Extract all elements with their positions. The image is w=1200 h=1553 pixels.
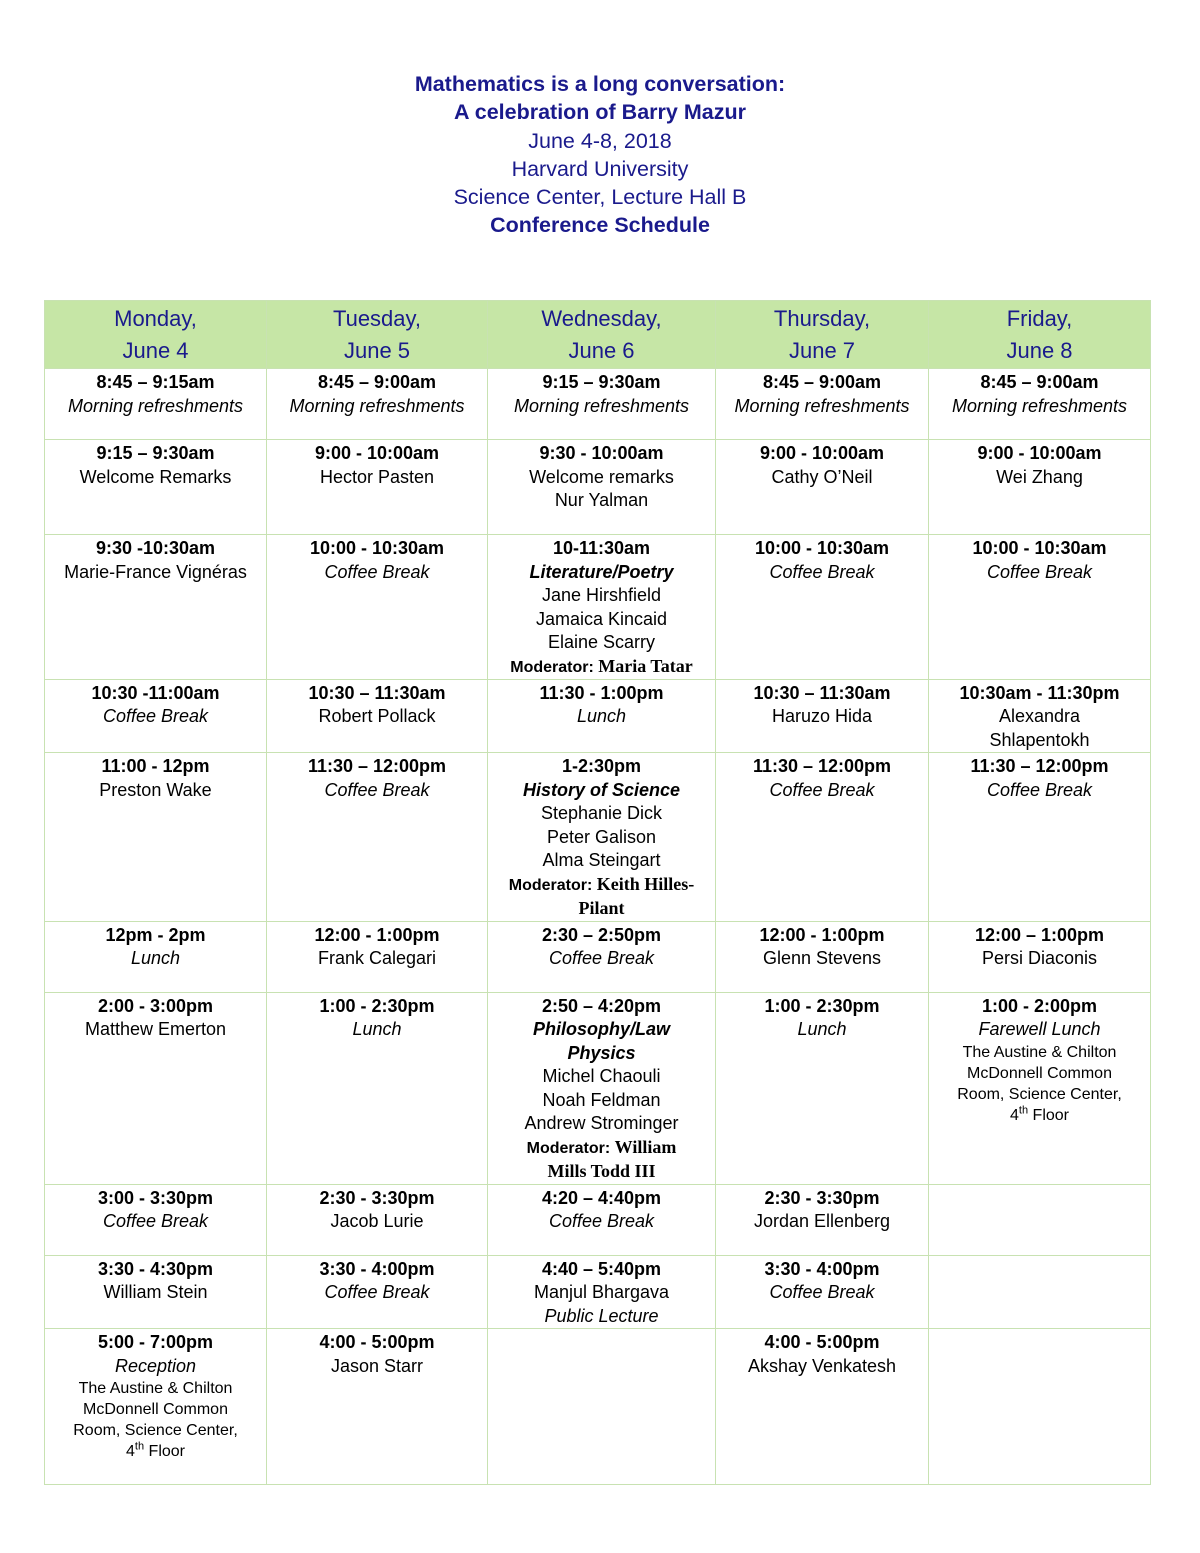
session-time: 3:30 - 4:00pm — [764, 1258, 880, 1279]
session-cell — [929, 535, 1151, 680]
session-time: 4:00 - 5:00pm — [319, 1332, 435, 1352]
session-speaker: Marie-France Vignéras — [64, 561, 247, 582]
session-time: 1:00 - 2:30pm — [764, 995, 880, 1016]
session-cell — [488, 440, 716, 535]
schedule-row — [45, 679, 1151, 753]
day-header-monday: Monday, June 4 — [45, 301, 267, 369]
session-speaker: Welcome remarks — [529, 466, 674, 487]
session-cell — [929, 753, 1151, 922]
conference-institution: Harvard University — [511, 156, 689, 181]
day-header-friday: Friday, June 8 — [929, 301, 1151, 369]
session-time: 4:00 - 5:00pm — [764, 1332, 880, 1352]
panelist: Alma Steingart — [542, 850, 661, 870]
session-time: 4:40 – 5:40pm — [541, 1258, 662, 1279]
session-time: 9:30 - 10:00am — [539, 443, 664, 463]
panel-topic: Physics — [567, 1042, 636, 1063]
session-label: Coffee Break — [548, 948, 655, 968]
session-time: 2:30 – 2:50pm — [541, 924, 662, 945]
session-cell — [45, 1255, 267, 1329]
session-time: 5:00 - 7:00pm — [97, 1332, 214, 1352]
panel-moderator: Moderator: Keith Hilles- Pilant — [508, 873, 695, 918]
session-time: 11:30 – 12:00pm — [970, 756, 1109, 776]
session-label: Coffee Break — [548, 1211, 655, 1231]
session-cell — [45, 1329, 267, 1485]
panelist: Stephanie Dick — [540, 803, 663, 823]
conference-dates: June 4-8, 2018 — [528, 128, 672, 153]
session-speaker: Matthew Emerton — [84, 1019, 227, 1039]
session-time: 10:30 – 11:30am — [308, 682, 446, 703]
venue-line: Room, Science Center, — [957, 1085, 1122, 1103]
session-cell — [45, 369, 267, 440]
session-cell — [45, 921, 267, 992]
session-time: 10:30 – 11:30am — [753, 682, 891, 703]
session-speaker: Preston Wake — [99, 779, 212, 800]
session-speaker: Persi Diaconis — [981, 948, 1098, 968]
session-cell — [716, 679, 929, 753]
session-cell — [929, 440, 1151, 535]
session-time: 12pm - 2pm — [105, 924, 206, 945]
session-speaker: Jason Starr — [330, 1355, 424, 1376]
session-cell — [267, 1329, 488, 1485]
schedule-row — [45, 753, 1151, 922]
session-speaker: Manjul Bhargava — [533, 1282, 670, 1302]
session-cell — [488, 921, 716, 992]
session-label: Coffee Break — [986, 779, 1093, 800]
session-speaker: Glenn Stevens — [762, 948, 882, 968]
session-cell — [267, 921, 488, 992]
session-label: Lunch — [130, 948, 181, 968]
session-cell — [267, 1255, 488, 1329]
session-cell — [488, 369, 716, 440]
session-label: Coffee Break — [102, 1211, 209, 1231]
session-cell — [716, 992, 929, 1184]
session-time: 2:50 – 4:20pm — [541, 995, 662, 1016]
session-time: 3:30 - 4:00pm — [319, 1258, 435, 1279]
session-cell — [267, 535, 488, 680]
day-header-wednesday: Wednesday, June 6 — [488, 301, 716, 369]
session-time: 9:15 – 9:30am — [542, 372, 661, 392]
schedule-heading: Conference Schedule — [490, 213, 710, 238]
session-cell — [45, 1184, 267, 1255]
title-line-1: Mathematics is a long conversation: — [414, 72, 786, 96]
session-time: 8:45 – 9:00am — [980, 372, 1099, 392]
session-label: Coffee Break — [769, 779, 875, 800]
session-speaker: Frank Calegari — [317, 948, 437, 968]
session-speaker: Akshay Venkatesh — [747, 1355, 897, 1376]
schedule-row — [45, 369, 1151, 440]
session-time: 1:00 - 2:30pm — [319, 995, 435, 1016]
session-label: Coffee Break — [324, 561, 430, 582]
venue-line: The Austine & Chilton — [962, 1043, 1117, 1061]
session-label: Coffee Break — [324, 779, 430, 800]
session-cell — [716, 753, 929, 922]
session-cell — [45, 679, 267, 753]
session-cell — [716, 1329, 929, 1485]
session-cell — [716, 369, 929, 440]
session-cell — [267, 753, 488, 922]
session-time: 12:00 - 1:00pm — [314, 924, 440, 945]
session-time: 9:30 -10:30am — [95, 538, 216, 558]
session-cell — [267, 1184, 488, 1255]
session-cell — [929, 1255, 1151, 1329]
session-speaker: Welcome Remarks — [79, 466, 232, 487]
session-cell — [45, 440, 267, 535]
venue-line: Room, Science Center, — [73, 1422, 238, 1439]
session-speaker: Nur Yalman — [554, 490, 649, 510]
session-time: 3:30 - 4:30pm — [97, 1258, 214, 1279]
session-time: 2:00 - 3:00pm — [97, 995, 214, 1016]
session-time: 12:00 – 1:00pm — [974, 924, 1105, 945]
session-time: 10:30 -11:00am — [91, 682, 220, 703]
session-cell — [488, 679, 716, 753]
session-time: 8:45 – 9:00am — [317, 372, 437, 392]
session-cell — [929, 1184, 1151, 1255]
session-time: 11:30 – 12:00pm — [752, 756, 892, 776]
session-cell — [267, 992, 488, 1184]
session-speaker: William Stein — [103, 1282, 208, 1302]
session-label: Coffee Break — [102, 706, 209, 726]
panelist: Peter Galison — [546, 826, 657, 847]
session-label: Morning refreshments — [67, 395, 244, 416]
session-note: Public Lecture — [544, 1305, 659, 1326]
session-label: Farewell Lunch — [978, 1019, 1101, 1039]
schedule-row — [45, 1255, 1151, 1329]
session-cell — [45, 992, 267, 1184]
schedule-row — [45, 535, 1151, 680]
session-label: Lunch — [797, 1019, 847, 1039]
document-header — [0, 70, 1200, 240]
session-speaker: Alexandra — [998, 706, 1081, 726]
schedule-table — [44, 300, 1151, 1485]
session-cell — [45, 535, 267, 680]
session-cell — [488, 992, 716, 1184]
session-cell — [267, 440, 488, 535]
day-header-tuesday: Tuesday, June 5 — [267, 301, 488, 369]
panelist: Noah Feldman — [542, 1089, 661, 1110]
session-time: 1-2:30pm — [561, 756, 642, 776]
session-label: Coffee Break — [769, 1282, 875, 1302]
session-time: 1:00 - 2:00pm — [981, 995, 1098, 1016]
session-cell — [488, 1255, 716, 1329]
session-cell — [267, 369, 488, 440]
session-time: 2:30 - 3:30pm — [319, 1187, 435, 1208]
session-speaker: Jacob Lurie — [330, 1211, 424, 1231]
session-label: Morning refreshments — [951, 395, 1128, 416]
session-speaker: Wei Zhang — [996, 466, 1083, 487]
session-time: 11:30 – 12:00pm — [307, 756, 447, 776]
schedule-row — [45, 1184, 1151, 1255]
session-label: Reception — [114, 1355, 197, 1376]
session-time: 9:00 - 10:00am — [314, 443, 440, 463]
panel-topic: Philosophy/Law — [532, 1019, 670, 1039]
venue-floor: 4th Floor — [1010, 1104, 1069, 1124]
session-label: Coffee Break — [324, 1282, 430, 1302]
venue-floor: 4th Floor — [126, 1440, 185, 1460]
session-speaker: Cathy O’Neil — [771, 466, 873, 487]
session-time: 11:00 - 12pm — [101, 756, 210, 776]
session-speaker: Hector Pasten — [319, 466, 435, 487]
session-time: 11:30 - 1:00pm — [539, 682, 664, 703]
schedule-row — [45, 440, 1151, 535]
session-time: 10:00 - 10:30am — [972, 538, 1107, 558]
session-time: 9:15 – 9:30am — [96, 443, 215, 463]
session-cell — [267, 679, 488, 753]
session-cell — [929, 992, 1151, 1184]
schedule-row — [45, 921, 1151, 992]
session-cell — [488, 1184, 716, 1255]
session-label: Morning refreshments — [734, 395, 910, 416]
session-cell — [716, 1255, 929, 1329]
session-time: 8:45 – 9:00am — [762, 372, 882, 392]
panel-moderator: Moderator: Maria Tatar — [510, 655, 693, 676]
panel-topic: History of Science — [522, 779, 681, 800]
session-speaker: Jordan Ellenberg — [753, 1211, 891, 1231]
panelist: Jamaica Kincaid — [535, 608, 668, 629]
session-cell — [716, 440, 929, 535]
day-header-thursday: Thursday, June 7 — [716, 301, 929, 369]
session-time: 3:00 - 3:30pm — [97, 1187, 214, 1208]
session-label: Coffee Break — [769, 561, 875, 582]
session-time: 9:00 - 10:00am — [977, 443, 1102, 463]
session-time: 10:00 - 10:30am — [754, 538, 890, 558]
session-speaker: Haruzo Hida — [771, 706, 873, 726]
session-time: 10:00 - 10:30am — [309, 538, 445, 558]
session-cell — [488, 1329, 716, 1485]
venue-line: McDonnell Common — [967, 1064, 1112, 1082]
panel-topic: Literature/Poetry — [529, 561, 674, 582]
session-label: Lunch — [352, 1019, 402, 1039]
title-line-2: A celebration of Barry Mazur — [454, 100, 746, 125]
session-cell — [716, 535, 929, 680]
day-header-row — [45, 301, 1151, 369]
session-time: 9:00 - 10:00am — [759, 443, 885, 463]
session-cell — [929, 369, 1151, 440]
schedule-row — [45, 1329, 1151, 1485]
session-cell — [488, 753, 716, 922]
panelist: Elaine Scarry — [547, 632, 656, 652]
session-cell — [929, 921, 1151, 992]
session-cell — [488, 535, 716, 680]
schedule-row — [45, 992, 1151, 1184]
session-label: Morning refreshments — [289, 395, 465, 416]
session-time: 4:20 – 4:40pm — [541, 1187, 662, 1208]
session-cell — [45, 753, 267, 922]
session-label: Coffee Break — [986, 561, 1093, 582]
session-cell — [716, 1184, 929, 1255]
panelist: Andrew Strominger — [524, 1113, 679, 1133]
session-speaker: Shlapentokh — [989, 729, 1090, 750]
conference-venue: Science Center, Lecture Hall B — [453, 185, 747, 210]
session-cell — [929, 679, 1151, 753]
session-label: Lunch — [576, 706, 627, 726]
session-time: 8:45 – 9:15am — [96, 372, 215, 392]
session-time: 10-11:30am — [552, 538, 651, 558]
venue-line: McDonnell Common — [83, 1401, 228, 1418]
panelist: Jane Hirshfield — [541, 585, 662, 605]
venue-line: The Austine & Chilton — [78, 1380, 233, 1397]
session-time: 12:00 - 1:00pm — [759, 924, 885, 945]
session-time: 10:30am - 11:30pm — [959, 682, 1120, 703]
panel-moderator: Moderator: William Mills Todd III — [526, 1136, 677, 1181]
session-cell — [929, 1329, 1151, 1485]
session-time: 2:30 - 3:30pm — [764, 1187, 880, 1208]
session-cell — [716, 921, 929, 992]
session-speaker: Robert Pollack — [318, 706, 436, 726]
session-label: Morning refreshments — [513, 395, 690, 416]
panelist: Michel Chaouli — [542, 1066, 661, 1086]
